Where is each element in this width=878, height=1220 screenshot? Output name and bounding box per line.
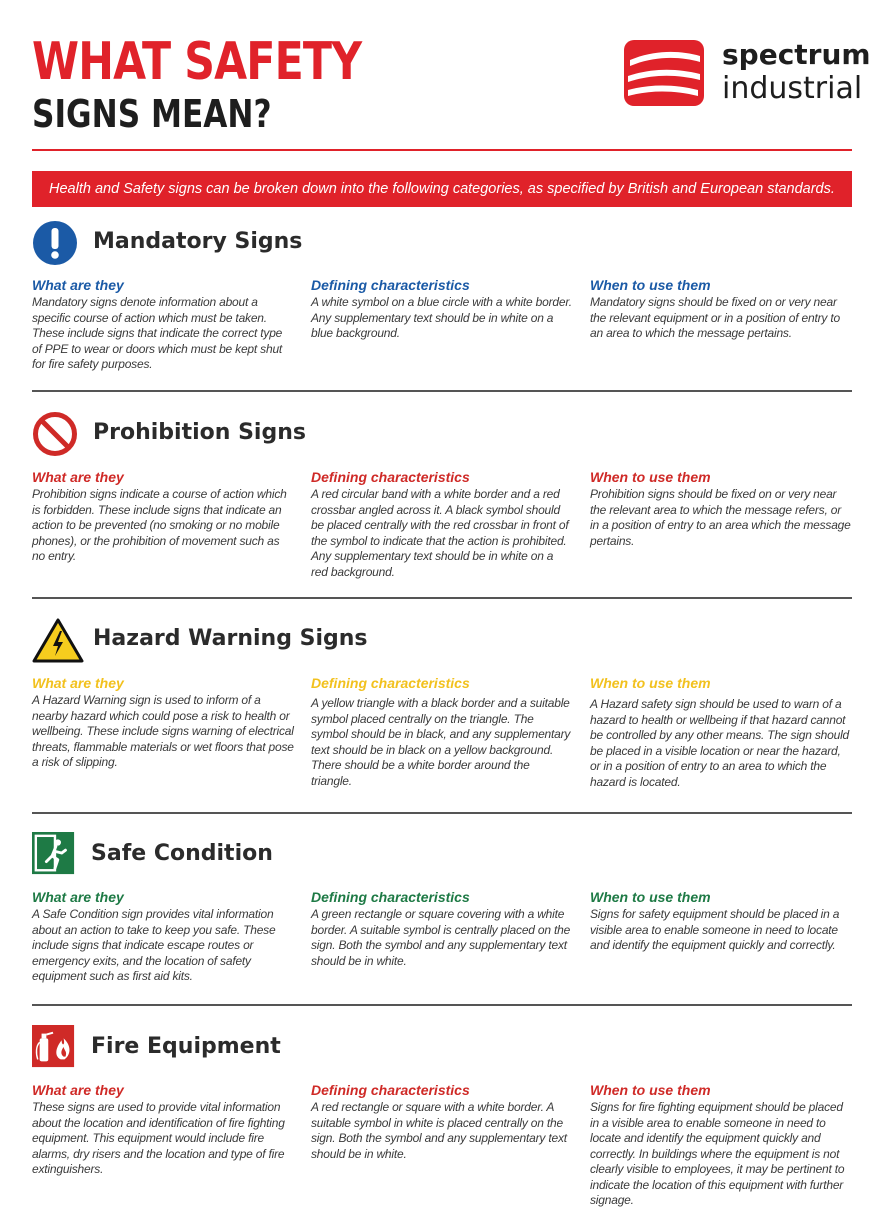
column-characteristics xyxy=(311,674,573,789)
column-heading: When to use them xyxy=(590,469,711,485)
column-heading: When to use them xyxy=(590,1082,711,1098)
column-text: A Hazard safety sign should be used to warn of a hazard to health or wellbeing if that hazard cannot be controlled by any other means. The sign should be placed in a visible location or near the hazard, or in a position of entry to an area to which the hazard is located. xyxy=(590,697,850,789)
prohibition-circle-icon xyxy=(32,411,78,457)
column-characteristics xyxy=(311,276,573,342)
section-prohibition xyxy=(32,411,852,591)
column-heading: Defining characteristics xyxy=(311,469,470,485)
section-title: Mandatory Signs xyxy=(93,229,303,254)
section-safe-condition xyxy=(32,832,852,992)
fire-extinguisher-icon xyxy=(32,1025,76,1069)
column-text: Mandatory signs denote information about a specific course of action which must be taken. These include signs that indicate the correct type of PPE to wear or doors which must be kept shut for fire safety purposes. xyxy=(32,295,283,371)
spectrum-industrial-logo xyxy=(622,34,871,112)
column-text: Signs for safety equipment should be placed in a visible area to enable someone in need to locate and identify the equipment quickly and correctly. xyxy=(590,907,840,952)
column-heading: Defining characteristics xyxy=(311,277,470,293)
column-text: Prohibition signs indicate a course of action which is forbidden. These include signs that indicate an action to be prevented (no smoking or no mobile phones), or the prohibition of movement such as no entry. xyxy=(32,487,287,563)
column-text: A yellow triangle with a black border and a suitable symbol placed centrally on the triangle. The symbol should be in black, and any supplementary text should be in black on a yellow background. There should be a white border around the triangle. xyxy=(311,696,571,788)
column-heading: What are they xyxy=(32,675,124,691)
column-heading: What are they xyxy=(32,277,124,293)
column-text: A Hazard Warning sign is used to inform of a nearby hazard which could pose a risk to health or wellbeing. These include signs warning of electrical threats, flammable materials or wet floors that pose a risk of slipping. xyxy=(32,693,294,769)
header-divider xyxy=(32,149,852,151)
section-divider xyxy=(32,390,852,392)
page-header xyxy=(32,30,871,150)
column-heading: Defining characteristics xyxy=(311,889,470,905)
section-hazard xyxy=(32,617,852,807)
section-title: Fire Equipment xyxy=(91,1034,281,1059)
section-divider xyxy=(32,1004,852,1006)
mandatory-exclamation-icon xyxy=(32,220,78,266)
column-what xyxy=(32,276,294,373)
section-divider xyxy=(32,812,852,814)
column-what xyxy=(32,674,294,771)
logo-text-industrial: industrial xyxy=(722,71,863,106)
column-heading: When to use them xyxy=(590,675,711,691)
column-heading: What are they xyxy=(32,889,124,905)
column-heading: When to use them xyxy=(590,889,711,905)
column-characteristics xyxy=(311,468,573,580)
section-fire-equipment xyxy=(32,1025,852,1215)
column-heading: When to use them xyxy=(590,277,711,293)
column-text: A Safe Condition sign provides vital information about an action to take to keep you safe. These include signs that indicate escape routes or emergency exits, and the location of safety equipment such as first aid kits. xyxy=(32,907,276,983)
column-text: A green rectangle or square covering with a white border. A suitable symbol is centrally placed on the sign. Both the symbol and any supplementary text should be in white. xyxy=(311,907,571,968)
column-what xyxy=(32,888,294,985)
column-heading: Defining characteristics xyxy=(311,1082,470,1098)
column-when xyxy=(590,468,852,549)
intro-banner: Health and Safety signs can be broken down into the following categories, as specified by British and European standards. xyxy=(32,171,852,207)
column-text: Mandatory signs should be fixed on or very near the relevant equipment or in a position of entry to an area to which the message pertains. xyxy=(590,295,840,340)
section-title: Hazard Warning Signs xyxy=(93,626,368,651)
section-title: Safe Condition xyxy=(91,841,273,866)
column-characteristics xyxy=(311,888,573,969)
column-what xyxy=(32,468,294,565)
column-heading: Defining characteristics xyxy=(311,675,470,691)
section-mandatory xyxy=(32,220,852,380)
column-text: Prohibition signs should be fixed on or very near the relevant area to which the message refers, or in a position of entry to an area which the message pertains. xyxy=(590,487,851,548)
column-when xyxy=(590,276,852,342)
page-title: WHAT SAFETY xyxy=(32,32,362,92)
column-what xyxy=(32,1081,294,1178)
column-text: Signs for fire fighting equipment should be placed in a visible area to enable someone in need to locate and identify the equipment quickly and correctly. In buildings where the equipment is not clearly visible to employees, it may be pertinent to indicate the location of this equipment with further signage. xyxy=(590,1100,845,1207)
column-characteristics xyxy=(311,1081,573,1162)
column-heading: What are they xyxy=(32,469,124,485)
page-subtitle: SIGNS MEAN? xyxy=(32,92,272,136)
column-when xyxy=(590,1081,852,1209)
column-heading: What are they xyxy=(32,1082,124,1098)
column-text: A red circular band with a white border and a red crossbar angled across it. A black symbol should be placed centrally with the red crossbar in front of the symbol to indicate that the action is prohibited. Any supplementary text should be in white on a red background. xyxy=(311,487,569,579)
section-title: Prohibition Signs xyxy=(93,420,306,445)
hazard-triangle-icon xyxy=(32,617,84,663)
column-text: A white symbol on a blue circle with a white border. Any supplementary text should be in white on a blue background. xyxy=(311,295,572,340)
column-text: These signs are used to provide vital information about the location and identification of fire fighting equipment. This equipment would include fire alarms, dry risers and the location and type of fire extinguishers. xyxy=(32,1100,285,1176)
column-when xyxy=(590,674,852,790)
column-text: A red rectangle or square with a white border. A suitable symbol in white is placed centrally on the sign. Both the symbol and any supplementary text should be in white. xyxy=(311,1100,567,1161)
column-when xyxy=(590,888,852,954)
logo-text-spectrum: spectrum xyxy=(722,38,871,71)
section-divider xyxy=(32,597,852,599)
spectrum-logo-mark-icon xyxy=(624,38,704,108)
fire-exit-running-man-icon xyxy=(32,832,76,876)
